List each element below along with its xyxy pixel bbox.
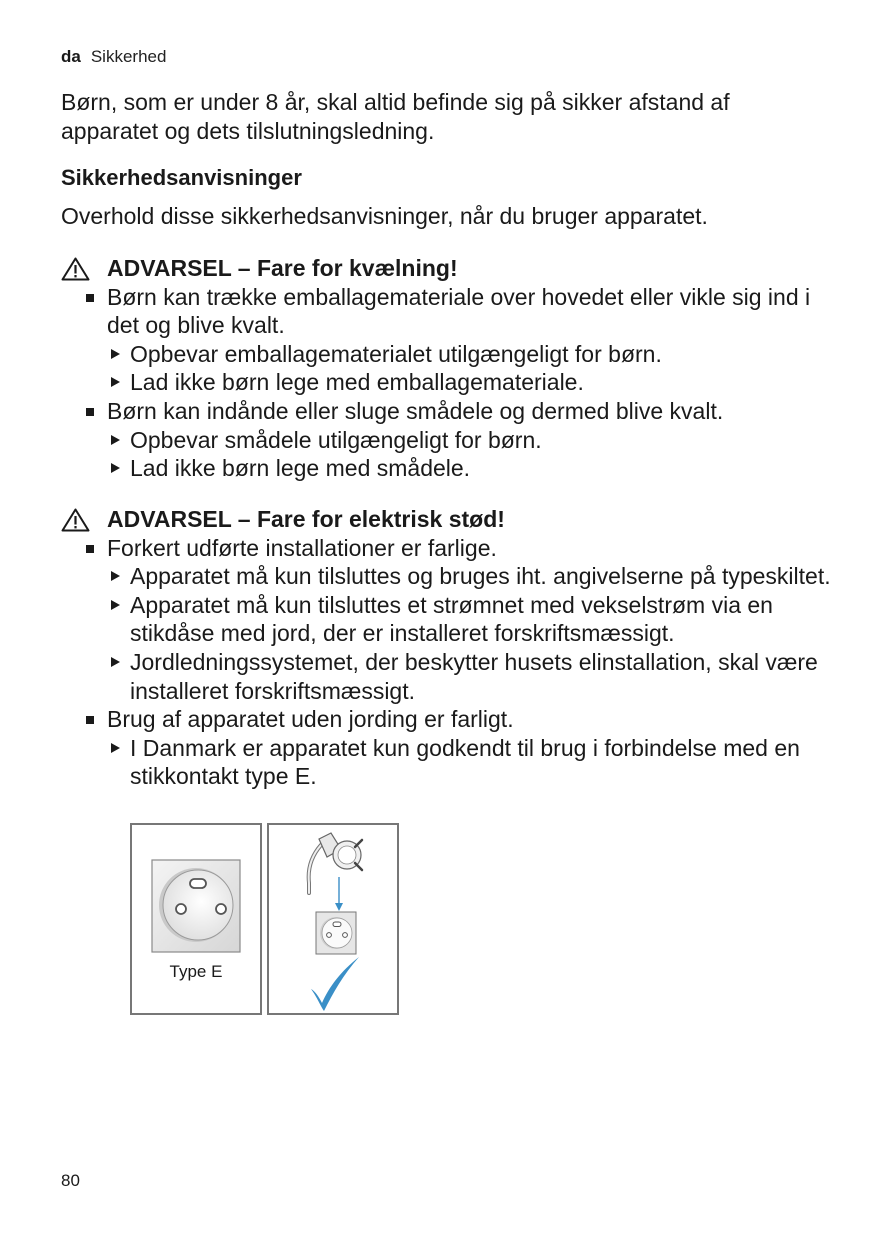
warning-block-electric-shock: [61, 505, 831, 791]
warning-triangle-icon: [61, 508, 90, 532]
lead-paragraph: Overhold disse sikkerhedsanvisninger, når du bruger apparatet.: [61, 203, 708, 229]
socket-type-e-icon: [132, 825, 260, 1013]
action-step: Apparatet må kun tilsluttes og bruges iht. angivelserne på typeskiltet.: [61, 562, 831, 591]
arrow-right-icon: [111, 435, 120, 445]
warning-item: Forkert udførte installationer er farlige.: [61, 534, 831, 563]
action-step: Jordledningssystemet, der beskytter husets elinstallation, skal være installeret forskriftsmæssigt.: [61, 648, 831, 705]
bullet-square-icon: [86, 716, 94, 724]
figure-plug-connection: [267, 823, 399, 1015]
plug-into-socket-icon: [269, 825, 397, 1013]
subheading: Sikkerhedsanvisninger: [61, 165, 302, 190]
bullet-square-icon: [86, 294, 94, 302]
arrow-right-icon: [111, 349, 120, 359]
arrow-right-icon: [111, 600, 120, 610]
page-header: [61, 47, 166, 67]
language-code: da: [61, 47, 81, 66]
warning-title: ADVARSEL – Fare for elektrisk stød!: [107, 506, 505, 532]
arrow-right-icon: [111, 743, 120, 753]
figure-socket-type-e: [130, 823, 262, 1015]
arrow-right-icon: [111, 377, 120, 387]
action-step: Opbevar smådele utilgængeligt for børn.: [61, 426, 831, 455]
bullet-square-icon: [86, 545, 94, 553]
warning-title: ADVARSEL – Fare for kvælning!: [107, 255, 458, 281]
action-step: Lad ikke børn lege med emballagemateriale.: [61, 368, 831, 397]
socket-label: Type E: [169, 962, 223, 981]
action-step: I Danmark er apparatet kun godkendt til brug i forbindelse med en stikkontakt type E.: [61, 734, 831, 791]
arrow-right-icon: [111, 571, 120, 581]
section-title: Sikkerhed: [90, 47, 167, 66]
warning-item: Børn kan indånde eller sluge smådele og dermed blive kvalt.: [61, 397, 831, 426]
warning-triangle-icon: [61, 257, 90, 281]
page-number: 80: [61, 1171, 80, 1190]
arrow-right-icon: [111, 657, 120, 667]
bullet-square-icon: [86, 408, 94, 416]
warning-item: Brug af apparatet uden jording er farligt.: [61, 705, 831, 734]
action-step: Lad ikke børn lege med smådele.: [61, 454, 831, 483]
warning-item: Børn kan trække emballagemateriale over hovedet eller vikle sig ind i det og blive kvalt.: [61, 283, 831, 340]
intro-paragraph: Børn, som er under 8 år, skal altid befinde sig på sikker afstand af apparatet og dets tilslutningsledning.: [61, 89, 730, 144]
check-icon: [311, 957, 359, 1011]
arrow-right-icon: [111, 463, 120, 473]
action-step: Apparatet må kun tilsluttes et strømnet med vekselstrøm via en stikdåse med jord, der er installeret forskriftsmæssigt.: [61, 591, 831, 648]
action-step: Opbevar emballagematerialet utilgængeligt for børn.: [61, 340, 831, 369]
warning-block-suffocation: [61, 254, 831, 483]
